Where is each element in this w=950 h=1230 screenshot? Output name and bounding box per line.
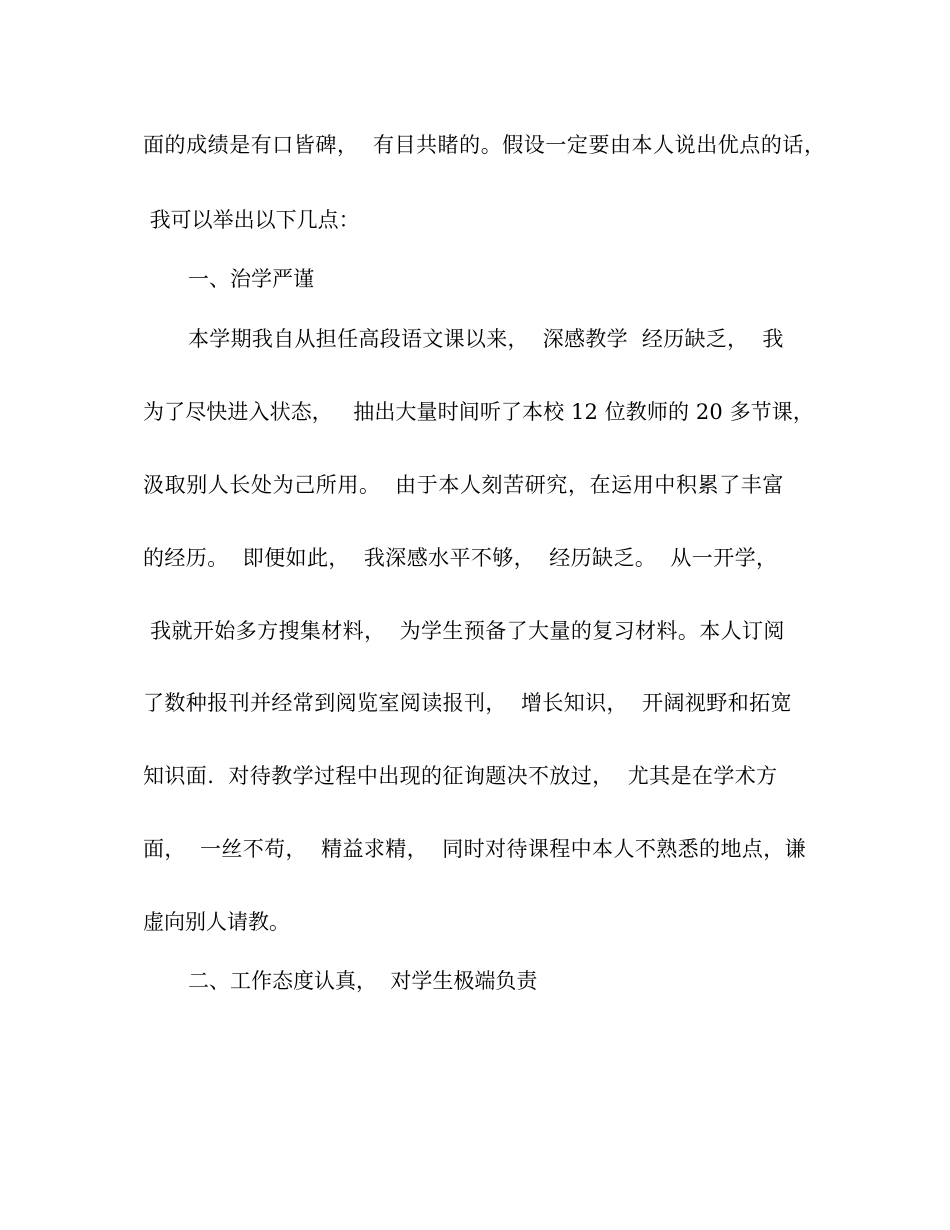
paragraph-line: 虚向别人请教。	[143, 910, 290, 934]
paragraph-line: 的经历。 即便如此， 我深感水平不够， 经历缺乏。 从一开学，	[143, 546, 778, 570]
paragraph-line: 汲取别人长处为己所用。 由于本人刻苦研究，在运用中积累了丰富	[143, 473, 784, 497]
paragraph-line: 本学期我自从担任高段语文课以来， 深感教学 经历缺乏， 我	[188, 327, 784, 351]
paragraph-line: 知识面. 对待教学过程中出现的征询题决不放过， 尤其是在学术方	[143, 764, 778, 788]
section-heading: 二、工作态度认真， 对学生极端负责	[188, 969, 538, 993]
paragraph-line: 面的成绩是有口皆碑， 有目共睹的。假设一定要由本人说出优点的话，	[143, 133, 826, 157]
paragraph-line: 了数种报刊并经常到阅览室阅读报刊， 增长知识， 开阔视野和拓宽	[143, 691, 792, 715]
paragraph-line: 我可以举出以下几点：	[143, 208, 360, 232]
paragraph-line: 面， 一丝不苟， 精益求精， 同时对待课程中本人不熟悉的地点，谦	[143, 837, 807, 861]
paragraph-line: 为了尽快进入状态， 抽出大量时间听了本校 12 位教师的 20 多节课，	[143, 400, 814, 424]
section-heading: 一、治学严谨	[188, 267, 314, 291]
paragraph-line: 我就开始多方搜集材料， 为学生预备了大量的复习材料。本人订阅	[143, 619, 785, 643]
